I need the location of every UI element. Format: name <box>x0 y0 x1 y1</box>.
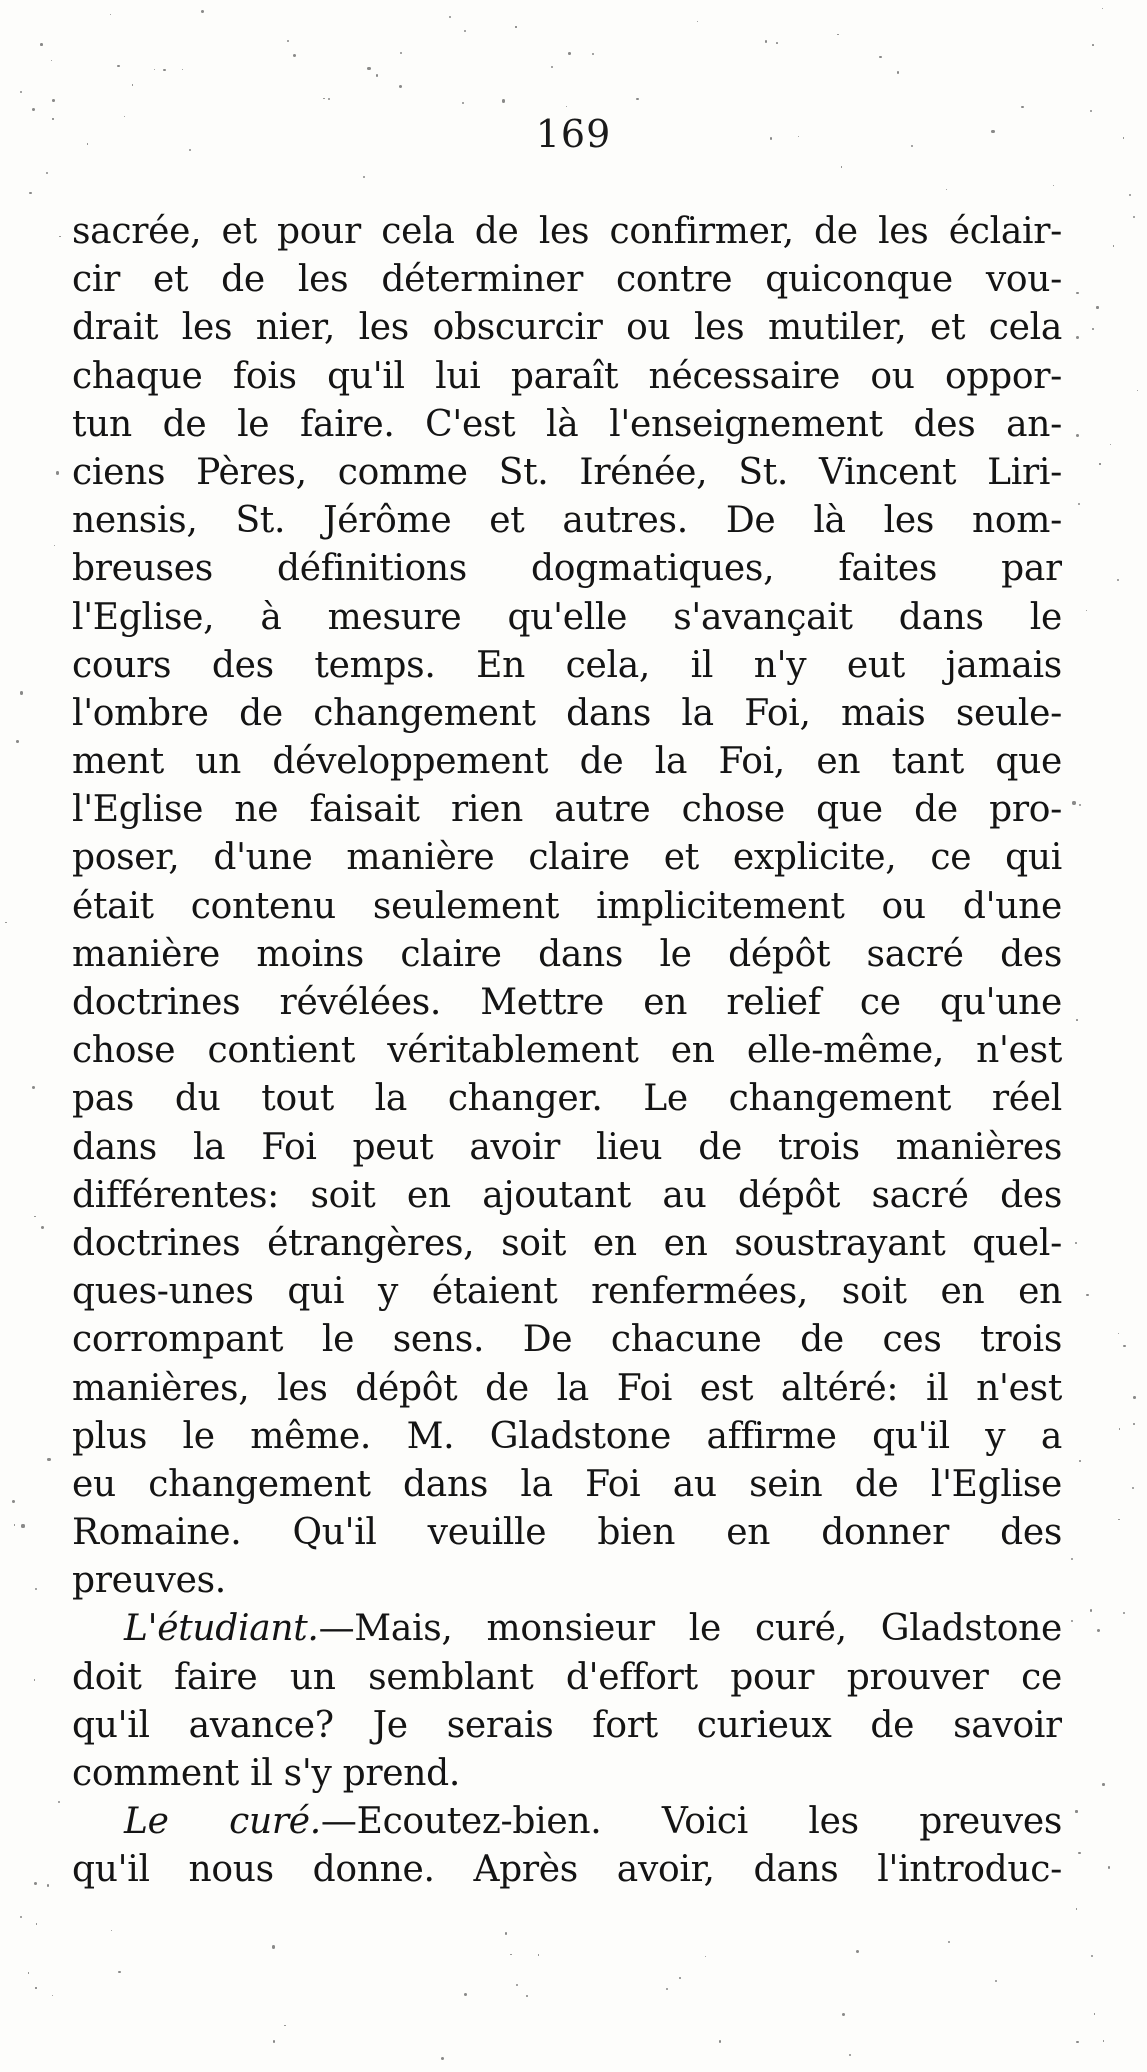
scan-speck <box>59 236 60 237</box>
scan-speck <box>132 84 133 85</box>
scan-speck <box>154 69 155 70</box>
page-number: 169 <box>535 112 612 156</box>
scan-speck <box>1053 185 1054 186</box>
scan-speck <box>1075 1242 1077 1244</box>
speaker-name: Le curé. <box>124 1801 321 1843</box>
scan-speck <box>879 56 881 58</box>
scan-speck <box>849 2054 851 2056</box>
text-line: preuves. <box>72 1560 226 1602</box>
scan-speck <box>287 40 289 42</box>
scan-speck <box>1076 292 1079 295</box>
scan-speck <box>798 136 799 137</box>
text-line: manière moins claire dans le dépôt sacré des <box>72 933 1062 975</box>
scan-speck <box>52 118 53 119</box>
text-line: drait les nier, les obscurcir ou les mutiler, et cela <box>72 307 1062 349</box>
scan-speck <box>367 67 370 70</box>
scan-speck <box>1086 610 1087 611</box>
scan-speck <box>399 85 402 88</box>
scan-speck <box>1071 1558 1073 1560</box>
text-line: doctrines révélées. Mettre en relief ce qu'une <box>72 982 1062 1023</box>
scan-speck <box>111 1930 112 1931</box>
text-line: sacrée, et pour cela de les confirmer, de les éclair- <box>72 211 1062 252</box>
scan-speck <box>41 1226 44 1229</box>
scan-speck <box>516 1984 518 1986</box>
text-line: comment il s'y prend. <box>72 1753 461 1794</box>
text-line: tun de le faire. C'est là l'enseignement des an- <box>72 403 1062 445</box>
text-line: l'ombre de changement dans la Foi, mais seule- <box>72 692 1062 734</box>
scan-speck <box>46 172 48 174</box>
scan-speck <box>1092 328 1094 330</box>
scan-speck <box>1096 306 1098 308</box>
scan-speck <box>54 545 55 546</box>
speaker-name: L'étudiant. <box>124 1608 319 1650</box>
scan-speck <box>1117 579 1119 581</box>
scan-speck <box>1079 804 1081 806</box>
scan-speck <box>991 130 994 133</box>
scan-speck <box>462 102 464 104</box>
scan-speck <box>856 1950 859 1953</box>
text-line: dans la Foi peut avoir lieu de trois manières <box>72 1126 1062 1168</box>
scan-speck <box>566 106 567 107</box>
scan-speck <box>1137 390 1138 391</box>
scan-speck <box>29 192 31 194</box>
scan-speck <box>505 1932 507 1934</box>
scan-speck <box>1129 194 1132 197</box>
scan-speck <box>551 66 553 68</box>
scan-speck <box>400 52 402 54</box>
scan-speck <box>32 108 35 111</box>
scan-speck <box>1123 1345 1126 1348</box>
text-line: qu'il nous donne. Après avoir, dans l'introduc- <box>72 1849 1062 1891</box>
scan-speck <box>47 1884 49 1886</box>
scan-speck <box>110 14 111 15</box>
scan-speck <box>1133 1423 1135 1425</box>
text-line: différentes: soit en ajoutant au dépôt sacré des <box>72 1174 1062 1216</box>
scan-speck <box>1091 1955 1094 1958</box>
scan-speck <box>272 1945 275 1948</box>
scan-speck <box>1076 434 1079 437</box>
scan-speck <box>40 43 43 46</box>
text-line: cours des temps. En cela, il n'y eut jamais <box>72 644 1062 686</box>
scan-speck <box>14 1524 15 1525</box>
text-line: breuses définitions dogmatiques, faites par <box>72 548 1062 590</box>
scan-speck <box>1102 1783 1105 1786</box>
scan-speck <box>1090 1609 1092 1611</box>
scan-speck <box>163 69 166 72</box>
scan-speck <box>464 30 467 33</box>
scan-speck <box>1076 1908 1078 1910</box>
scan-speck <box>679 1977 681 1979</box>
text-line: était contenu seulement implicitement ou d'une <box>72 885 1062 927</box>
scan-speck <box>568 52 571 55</box>
scan-speck <box>51 60 52 61</box>
scan-speck <box>201 10 204 13</box>
text-line: ment un développement de la Foi, en tant que <box>72 741 1062 783</box>
scan-speck <box>20 1916 22 1918</box>
scan-speck <box>118 1971 120 1973</box>
scan-speck <box>1076 336 1079 339</box>
scan-speck <box>376 74 378 76</box>
scan-speck <box>1094 2013 1095 2014</box>
scan-speck <box>1078 1852 1080 1854</box>
scan-speck <box>946 189 947 190</box>
scan-speck <box>1072 801 1075 804</box>
scan-speck <box>1123 1612 1126 1615</box>
scan-speck <box>441 2057 444 2060</box>
text-line: ques-unes qui y étaient renfermées, soit en en <box>72 1271 1062 1313</box>
scan-speck <box>1021 106 1024 109</box>
scan-speck <box>697 21 698 22</box>
scan-speck <box>1113 245 1115 247</box>
scan-speck <box>841 166 842 167</box>
scan-speck <box>1076 2041 1078 2043</box>
scan-speck <box>1108 1866 1110 1868</box>
dialogue-line: L'étudiant.—Mais, monsieur le curé, Gladstone <box>124 1608 1062 1650</box>
scan-speck <box>1090 110 1092 112</box>
scan-speck <box>636 98 639 101</box>
scan-speck <box>995 1980 997 1982</box>
scan-speck <box>20 691 23 694</box>
scan-speck <box>765 40 768 43</box>
scan-speck <box>284 2025 286 2027</box>
scan-speck <box>449 16 451 18</box>
scan-speck <box>1133 216 1135 218</box>
text-line: eu changement dans la Foi au sein de l'Eglise <box>72 1463 1062 1505</box>
scan-speck <box>1119 1428 1120 1429</box>
text-line: corrompant le sens. De chacune de ces trois <box>72 1319 1062 1361</box>
text-line: Romaine. Qu'il veuille bien en donner des <box>72 1512 1062 1554</box>
scan-speck <box>842 2013 845 2016</box>
scan-speck <box>117 65 120 68</box>
scan-speck <box>719 2040 721 2042</box>
scan-speck <box>34 1882 37 1885</box>
scan-speck <box>948 1941 950 1943</box>
scan-speck <box>58 1801 60 1803</box>
scan-speck <box>16 740 19 743</box>
scan-speck <box>837 34 839 36</box>
scan-speck <box>21 1524 24 1527</box>
scan-speck <box>273 2040 276 2043</box>
scan-speck <box>323 98 324 99</box>
scan-speck <box>1075 1810 1077 1812</box>
scan-speck <box>20 91 22 93</box>
scan-speck <box>515 26 516 27</box>
scan-speck <box>526 1995 528 1997</box>
scan-speck <box>502 99 505 102</box>
scan-speck <box>1133 1396 1136 1399</box>
text-line: ciens Pères, comme St. Irénée, St. Vincent Liri- <box>72 451 1062 493</box>
scan-speck <box>1102 8 1103 9</box>
text-line: cir et de les déterminer contre quiconque vou- <box>72 259 1062 301</box>
text-line: doctrines étrangères, soit en en soustrayant quel- <box>72 1222 1062 1264</box>
scan-speck <box>34 1216 35 1217</box>
text-line: poser, d'une manière claire et explicite, ce qui <box>72 837 1062 879</box>
scan-speck <box>1097 1629 1100 1632</box>
scan-speck <box>52 99 55 102</box>
text-line: l'Eglise, à mesure qu'elle s'avançait dans le <box>72 596 1062 638</box>
scan-speck <box>1110 444 1112 446</box>
scan-speck <box>770 137 772 139</box>
text-line: doit faire un semblant d'effort pour prouver ce <box>72 1656 1062 1698</box>
text-line: chose contient véritablement en elle-même, n'est <box>72 1030 1062 1072</box>
scan-speck <box>464 1993 467 1996</box>
scan-speck <box>28 1972 30 1974</box>
scan-speck <box>12 1500 15 1503</box>
scan-speck <box>47 1458 50 1461</box>
text-line: pas du tout la changer. Le changement réel <box>72 1078 1062 1120</box>
scan-speck <box>35 1987 36 1988</box>
scan-speck <box>363 176 365 178</box>
text-line: manières, les dépôt de la Foi est altéré: il n'est <box>72 1367 1062 1409</box>
scan-speck <box>1079 1460 1081 1462</box>
text-line: l'Eglise ne faisait rien autre chose que de pro- <box>72 789 1062 831</box>
scan-speck <box>592 53 594 55</box>
scan-speck <box>1103 2040 1104 2041</box>
text-line: qu'il avance? Je serais fort curieux de savoir <box>72 1704 1062 1746</box>
scan-speck <box>52 1995 54 1997</box>
dialogue-line: Le curé.—Ecoutez-bien. Voici les preuves <box>124 1801 1062 1843</box>
scan-speck <box>293 54 296 57</box>
scan-speck <box>1132 1487 1134 1489</box>
scan-speck <box>1076 1019 1078 1021</box>
text-line: chaque fois qu'il lui paraît nécessaire ou oppor- <box>72 355 1062 397</box>
scan-speck <box>56 471 59 474</box>
scan-speck <box>1118 1519 1120 1521</box>
scan-speck <box>538 1954 540 1956</box>
scan-speck <box>1078 503 1080 505</box>
scan-speck <box>1099 463 1100 464</box>
text-line: nensis, St. Jérôme et autres. De là les nom- <box>72 500 1062 542</box>
text-line: plus le même. M. Gladstone affirme qu'il y a <box>72 1415 1062 1457</box>
scan-speck <box>705 1956 706 1957</box>
scan-speck <box>36 1923 38 1925</box>
scan-speck <box>666 1988 668 1990</box>
scan-speck <box>510 1954 511 1955</box>
scan-speck <box>35 1588 37 1590</box>
scan-speck <box>34 1679 36 1681</box>
scan-speck <box>32 1086 35 1089</box>
scan-speck <box>328 98 330 100</box>
scan-speck <box>1071 1620 1073 1622</box>
scan-speck <box>897 71 900 74</box>
scan-speck <box>5 922 7 924</box>
body-text <box>72 208 1062 1895</box>
scan-speck <box>776 42 778 44</box>
scan-speck <box>1086 1294 1089 1297</box>
scan-speck <box>1118 1333 1119 1334</box>
scan-speck <box>182 69 183 70</box>
scan-speck <box>1092 44 1094 46</box>
